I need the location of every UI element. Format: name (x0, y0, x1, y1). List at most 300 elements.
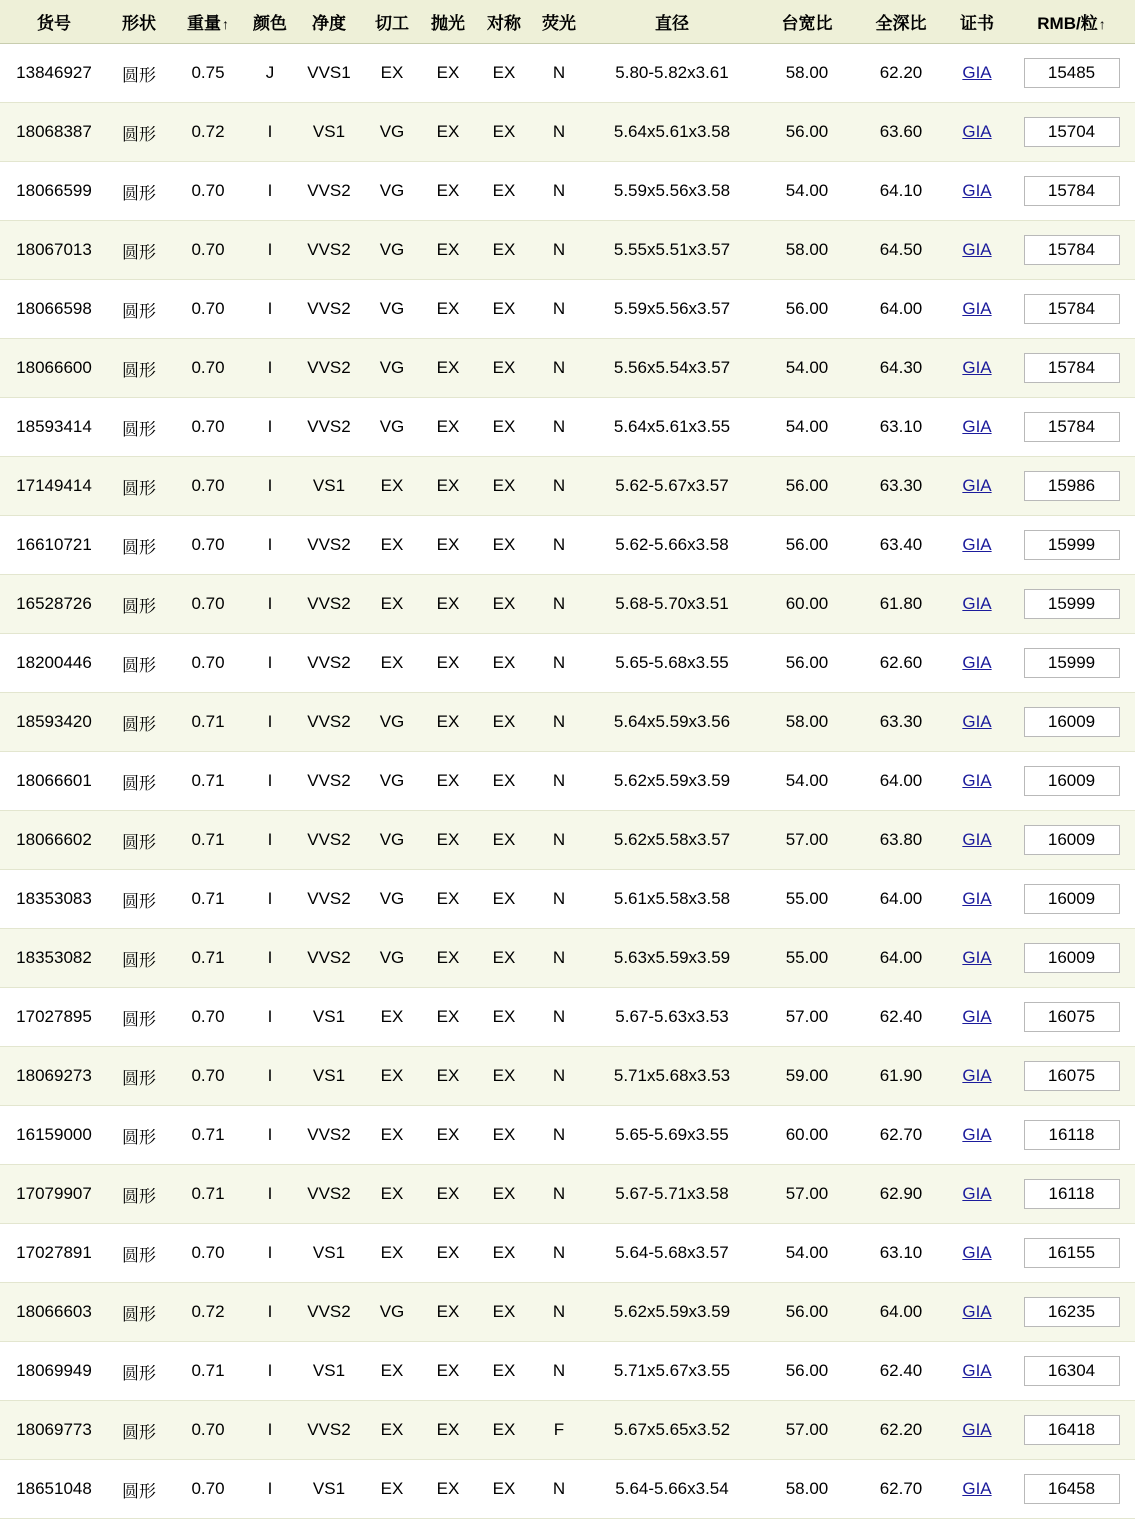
cell-color: I (246, 516, 294, 575)
price-value-box[interactable]: 16458 (1024, 1474, 1120, 1504)
cell-symmetry: EX (476, 1224, 532, 1283)
cell-dimensions: 5.71x5.68x3.53 (586, 1047, 758, 1106)
cell-clarity: VS1 (294, 988, 364, 1047)
cell-depth_pct: 61.80 (856, 575, 946, 634)
price-value-box[interactable]: 15999 (1024, 530, 1120, 560)
cell-cert (946, 280, 1008, 339)
price-value-box[interactable]: 16009 (1024, 766, 1120, 796)
cell-sku: 18068387 (0, 103, 108, 162)
cell-table_pct: 54.00 (758, 1224, 856, 1283)
cell-sku: 17027891 (0, 1224, 108, 1283)
cell-cert (946, 1460, 1008, 1519)
cell-dimensions: 5.71x5.67x3.55 (586, 1342, 758, 1401)
table-row[interactable] (0, 280, 1135, 339)
certificate-link[interactable]: GIA (962, 1184, 992, 1203)
cell-dimensions: 5.62-5.67x3.57 (586, 457, 758, 516)
cell-clarity: VVS2 (294, 870, 364, 929)
cell-sku: 18069949 (0, 1342, 108, 1401)
column-header-weight[interactable] (170, 0, 246, 44)
cell-sku: 18200446 (0, 634, 108, 693)
cell-color: I (246, 280, 294, 339)
certificate-link[interactable]: GIA (962, 122, 992, 141)
table-row[interactable] (0, 398, 1135, 457)
cell-cut: EX (364, 516, 420, 575)
cell-shape: 圆形 (108, 1460, 170, 1519)
cell-symmetry: EX (476, 398, 532, 457)
table-row[interactable] (0, 1165, 1135, 1224)
price-value-box[interactable]: 15784 (1024, 412, 1120, 442)
cell-clarity: VVS2 (294, 811, 364, 870)
cell-color: I (246, 1401, 294, 1460)
cell-symmetry: EX (476, 988, 532, 1047)
cell-cert (946, 162, 1008, 221)
cell-cut: VG (364, 693, 420, 752)
cell-cut: VG (364, 103, 420, 162)
column-header-sku[interactable] (0, 0, 108, 44)
cell-sku: 18069273 (0, 1047, 108, 1106)
certificate-link[interactable]: GIA (962, 358, 992, 377)
cell-cert (946, 221, 1008, 280)
cell-shape: 圆形 (108, 575, 170, 634)
table-row[interactable] (0, 988, 1135, 1047)
cell-table_pct: 58.00 (758, 693, 856, 752)
price-value-box[interactable]: 16118 (1024, 1120, 1120, 1150)
certificate-link[interactable]: GIA (962, 240, 992, 259)
cell-color: I (246, 1106, 294, 1165)
cell-weight: 0.70 (170, 1401, 246, 1460)
price-value-box[interactable]: 16418 (1024, 1415, 1120, 1445)
cell-cut: EX (364, 457, 420, 516)
column-header-label-polish: 抛光 (431, 14, 465, 33)
column-header-label-dimensions: 直径 (655, 14, 689, 33)
cell-cut: VG (364, 221, 420, 280)
table-row[interactable] (0, 575, 1135, 634)
price-value-box[interactable]: 15999 (1024, 589, 1120, 619)
cell-weight: 0.71 (170, 1342, 246, 1401)
cell-sku: 18066601 (0, 752, 108, 811)
price-value-box[interactable]: 15784 (1024, 176, 1120, 206)
cell-cert (946, 516, 1008, 575)
cell-dimensions: 5.62x5.58x3.57 (586, 811, 758, 870)
cell-cut: VG (364, 929, 420, 988)
cell-depth_pct: 63.40 (856, 516, 946, 575)
cell-color: I (246, 752, 294, 811)
cell-symmetry: EX (476, 516, 532, 575)
certificate-link[interactable]: GIA (962, 712, 992, 731)
certificate-link[interactable]: GIA (962, 63, 992, 82)
cell-shape: 圆形 (108, 162, 170, 221)
certificate-link[interactable]: GIA (962, 1007, 992, 1026)
certificate-link[interactable]: GIA (962, 830, 992, 849)
certificate-link[interactable]: GIA (962, 1361, 992, 1380)
cell-depth_pct: 63.10 (856, 398, 946, 457)
cell-color: I (246, 1283, 294, 1342)
price-value-box[interactable]: 16075 (1024, 1061, 1120, 1091)
column-header-label-cut: 切工 (375, 14, 409, 33)
cell-sku: 16528726 (0, 575, 108, 634)
cell-sku: 18593414 (0, 398, 108, 457)
cell-depth_pct: 62.60 (856, 634, 946, 693)
price-value-box[interactable]: 15999 (1024, 648, 1120, 678)
cell-shape: 圆形 (108, 1224, 170, 1283)
cell-price (1008, 162, 1135, 221)
cell-weight: 0.71 (170, 929, 246, 988)
table-row[interactable] (0, 457, 1135, 516)
certificate-link[interactable]: GIA (962, 1243, 992, 1262)
cell-polish: EX (420, 280, 476, 339)
cell-shape: 圆形 (108, 870, 170, 929)
column-header-cert[interactable] (946, 0, 1008, 44)
price-value-box[interactable]: 16009 (1024, 943, 1120, 973)
table-row[interactable] (0, 1047, 1135, 1106)
cell-depth_pct: 62.20 (856, 44, 946, 103)
cell-depth_pct: 64.30 (856, 339, 946, 398)
cell-dimensions: 5.56x5.54x3.57 (586, 339, 758, 398)
cell-cert (946, 1342, 1008, 1401)
cell-shape: 圆形 (108, 1283, 170, 1342)
table-row[interactable] (0, 811, 1135, 870)
price-value-box[interactable]: 15784 (1024, 353, 1120, 383)
column-header-clarity[interactable] (294, 0, 364, 44)
price-value-box[interactable]: 15784 (1024, 235, 1120, 265)
cell-depth_pct: 63.10 (856, 1224, 946, 1283)
cell-fluorescence: N (532, 516, 586, 575)
cell-color: I (246, 1224, 294, 1283)
table-header (0, 0, 1135, 44)
price-value-box[interactable]: 16155 (1024, 1238, 1120, 1268)
cell-weight: 0.70 (170, 988, 246, 1047)
price-value-box[interactable]: 16304 (1024, 1356, 1120, 1386)
certificate-link[interactable]: GIA (962, 771, 992, 790)
cell-weight: 0.72 (170, 103, 246, 162)
column-header-polish[interactable] (420, 0, 476, 44)
column-header-dimensions[interactable] (586, 0, 758, 44)
table-row[interactable] (0, 1460, 1135, 1519)
column-header-label-table_pct: 台宽比 (781, 14, 833, 33)
cell-weight: 0.70 (170, 398, 246, 457)
certificate-link[interactable]: GIA (962, 1302, 992, 1321)
cell-color: I (246, 1342, 294, 1401)
column-header-label-weight: 重量 (187, 14, 221, 33)
cell-color: I (246, 1047, 294, 1106)
cell-cert (946, 44, 1008, 103)
cell-table_pct: 56.00 (758, 280, 856, 339)
cell-sku: 18066602 (0, 811, 108, 870)
certificate-link[interactable]: GIA (962, 1479, 992, 1498)
column-header-depth_pct[interactable] (856, 0, 946, 44)
cell-fluorescence: N (532, 693, 586, 752)
cell-fluorescence: N (532, 339, 586, 398)
cell-sku: 18353083 (0, 870, 108, 929)
cell-symmetry: EX (476, 1283, 532, 1342)
cell-price (1008, 634, 1135, 693)
cell-polish: EX (420, 1283, 476, 1342)
cell-shape: 圆形 (108, 1165, 170, 1224)
cell-depth_pct: 64.00 (856, 1283, 946, 1342)
cell-symmetry: EX (476, 339, 532, 398)
certificate-link[interactable]: GIA (962, 181, 992, 200)
cell-table_pct: 56.00 (758, 1342, 856, 1401)
cell-weight: 0.70 (170, 339, 246, 398)
certificate-link[interactable]: GIA (962, 299, 992, 318)
certificate-link[interactable]: GIA (962, 948, 992, 967)
cell-price (1008, 44, 1135, 103)
cell-shape: 圆形 (108, 221, 170, 280)
cell-symmetry: EX (476, 221, 532, 280)
cell-shape: 圆形 (108, 1342, 170, 1401)
cell-table_pct: 54.00 (758, 162, 856, 221)
table-row[interactable] (0, 1401, 1135, 1460)
table-row[interactable] (0, 634, 1135, 693)
column-header-color[interactable] (246, 0, 294, 44)
cell-table_pct: 54.00 (758, 398, 856, 457)
price-value-box[interactable]: 16009 (1024, 825, 1120, 855)
cell-price (1008, 752, 1135, 811)
cell-price (1008, 1047, 1135, 1106)
cell-weight: 0.70 (170, 457, 246, 516)
column-header-table_pct[interactable] (758, 0, 856, 44)
cell-weight: 0.71 (170, 693, 246, 752)
cell-polish: EX (420, 1401, 476, 1460)
cell-price (1008, 280, 1135, 339)
column-header-price[interactable] (1008, 0, 1135, 44)
cell-sku: 18353082 (0, 929, 108, 988)
cell-sku: 18651048 (0, 1460, 108, 1519)
cell-fluorescence: N (532, 634, 586, 693)
cell-weight: 0.70 (170, 1224, 246, 1283)
cell-weight: 0.70 (170, 221, 246, 280)
table-row[interactable] (0, 752, 1135, 811)
table-row[interactable] (0, 1283, 1135, 1342)
cell-color: I (246, 811, 294, 870)
cell-sku: 18066600 (0, 339, 108, 398)
cell-dimensions: 5.67x5.65x3.52 (586, 1401, 758, 1460)
cell-price (1008, 1401, 1135, 1460)
cell-dimensions: 5.64x5.59x3.56 (586, 693, 758, 752)
certificate-link[interactable]: GIA (962, 594, 992, 613)
cell-polish: EX (420, 162, 476, 221)
cell-cut: VG (364, 162, 420, 221)
price-value-box[interactable]: 16118 (1024, 1179, 1120, 1209)
cell-shape: 圆形 (108, 1401, 170, 1460)
table-row[interactable] (0, 221, 1135, 280)
cell-clarity: VS1 (294, 103, 364, 162)
cell-dimensions: 5.63x5.59x3.59 (586, 929, 758, 988)
cell-cut: VG (364, 1283, 420, 1342)
cell-color: I (246, 870, 294, 929)
cell-symmetry: EX (476, 1106, 532, 1165)
cell-table_pct: 58.00 (758, 1460, 856, 1519)
cell-fluorescence: F (532, 1401, 586, 1460)
cell-fluorescence: N (532, 1283, 586, 1342)
cell-cert (946, 398, 1008, 457)
cell-cut: EX (364, 575, 420, 634)
price-value-box[interactable]: 16235 (1024, 1297, 1120, 1327)
table-row[interactable] (0, 162, 1135, 221)
cell-color: I (246, 634, 294, 693)
cell-symmetry: EX (476, 693, 532, 752)
cell-table_pct: 57.00 (758, 988, 856, 1047)
cell-clarity: VVS2 (294, 1401, 364, 1460)
cell-symmetry: EX (476, 44, 532, 103)
column-header-shape[interactable] (108, 0, 170, 44)
price-value-box[interactable]: 15485 (1024, 58, 1120, 88)
cell-table_pct: 55.00 (758, 929, 856, 988)
cell-table_pct: 56.00 (758, 457, 856, 516)
cell-depth_pct: 62.90 (856, 1165, 946, 1224)
cell-table_pct: 54.00 (758, 752, 856, 811)
cell-shape: 圆形 (108, 752, 170, 811)
cell-cut: VG (364, 811, 420, 870)
cell-sku: 18066603 (0, 1283, 108, 1342)
table-row[interactable] (0, 516, 1135, 575)
cell-polish: EX (420, 221, 476, 280)
cell-cut: EX (364, 988, 420, 1047)
cell-dimensions: 5.59x5.56x3.58 (586, 162, 758, 221)
cell-polish: EX (420, 1224, 476, 1283)
certificate-link[interactable]: GIA (962, 1420, 992, 1439)
cell-dimensions: 5.68-5.70x3.51 (586, 575, 758, 634)
cell-weight: 0.71 (170, 1165, 246, 1224)
cell-price (1008, 1224, 1135, 1283)
cell-symmetry: EX (476, 870, 532, 929)
cell-fluorescence: N (532, 988, 586, 1047)
price-value-box[interactable]: 15784 (1024, 294, 1120, 324)
cell-clarity: VS1 (294, 1460, 364, 1519)
cell-fluorescence: N (532, 103, 586, 162)
cell-clarity: VVS1 (294, 44, 364, 103)
cell-table_pct: 56.00 (758, 1283, 856, 1342)
table-row[interactable] (0, 1106, 1135, 1165)
column-header-label-color: 颜色 (253, 14, 287, 33)
cell-clarity: VS1 (294, 1047, 364, 1106)
cell-clarity: VVS2 (294, 516, 364, 575)
price-value-box[interactable]: 16009 (1024, 884, 1120, 914)
table-row[interactable] (0, 929, 1135, 988)
cell-symmetry: EX (476, 1047, 532, 1106)
cell-price (1008, 811, 1135, 870)
cell-color: I (246, 103, 294, 162)
cell-symmetry: EX (476, 1165, 532, 1224)
price-value-box[interactable]: 16075 (1024, 1002, 1120, 1032)
cell-clarity: VVS2 (294, 929, 364, 988)
cell-color: I (246, 1165, 294, 1224)
cell-sku: 18069773 (0, 1401, 108, 1460)
cell-shape: 圆形 (108, 1047, 170, 1106)
column-header-label-fluorescence: 荧光 (542, 14, 576, 33)
column-header-symmetry[interactable] (476, 0, 532, 44)
cell-fluorescence: N (532, 1224, 586, 1283)
cell-cut: VG (364, 339, 420, 398)
certificate-link[interactable]: GIA (962, 1125, 992, 1144)
cell-clarity: VVS2 (294, 398, 364, 457)
cell-polish: EX (420, 634, 476, 693)
cell-cert (946, 811, 1008, 870)
column-header-label-sku: 货号 (37, 14, 71, 33)
cell-shape: 圆形 (108, 516, 170, 575)
cell-polish: EX (420, 693, 476, 752)
cell-fluorescence: N (532, 1165, 586, 1224)
cell-dimensions: 5.59x5.56x3.57 (586, 280, 758, 339)
cell-cert (946, 1283, 1008, 1342)
cell-color: I (246, 575, 294, 634)
certificate-link[interactable]: GIA (962, 889, 992, 908)
price-value-box[interactable]: 15986 (1024, 471, 1120, 501)
cell-color: I (246, 162, 294, 221)
cell-cut: VG (364, 752, 420, 811)
cell-sku: 17079907 (0, 1165, 108, 1224)
cell-dimensions: 5.64-5.66x3.54 (586, 1460, 758, 1519)
sort-ascending-icon[interactable]: ↑ (222, 16, 229, 32)
price-value-box[interactable]: 15704 (1024, 117, 1120, 147)
cell-dimensions: 5.80-5.82x3.61 (586, 44, 758, 103)
cell-weight: 0.71 (170, 1106, 246, 1165)
cell-shape: 圆形 (108, 988, 170, 1047)
cell-polish: EX (420, 870, 476, 929)
cell-shape: 圆形 (108, 634, 170, 693)
table-row[interactable] (0, 44, 1135, 103)
column-header-fluorescence[interactable] (532, 0, 586, 44)
cell-weight: 0.70 (170, 1047, 246, 1106)
certificate-link[interactable]: GIA (962, 535, 992, 554)
cell-dimensions: 5.65-5.69x3.55 (586, 1106, 758, 1165)
cell-depth_pct: 64.00 (856, 929, 946, 988)
cell-price (1008, 103, 1135, 162)
certificate-link[interactable]: GIA (962, 417, 992, 436)
table-row[interactable] (0, 870, 1135, 929)
cell-fluorescence: N (532, 1460, 586, 1519)
table-row[interactable] (0, 103, 1135, 162)
cell-fluorescence: N (532, 221, 586, 280)
cell-table_pct: 58.00 (758, 44, 856, 103)
certificate-link[interactable]: GIA (962, 476, 992, 495)
cell-cut: VG (364, 870, 420, 929)
cell-cut: EX (364, 1401, 420, 1460)
cell-table_pct: 57.00 (758, 811, 856, 870)
cell-depth_pct: 63.30 (856, 457, 946, 516)
cell-cert (946, 339, 1008, 398)
certificate-link[interactable]: GIA (962, 653, 992, 672)
table-row[interactable] (0, 1342, 1135, 1401)
sort-ascending-icon[interactable]: ↑ (1098, 16, 1106, 32)
price-value-box[interactable]: 16009 (1024, 707, 1120, 737)
table-row[interactable] (0, 339, 1135, 398)
cell-color: J (246, 44, 294, 103)
cell-shape: 圆形 (108, 1106, 170, 1165)
table-row[interactable] (0, 1224, 1135, 1283)
cell-symmetry: EX (476, 575, 532, 634)
cell-cert (946, 693, 1008, 752)
table-row[interactable] (0, 693, 1135, 752)
cell-polish: EX (420, 929, 476, 988)
column-header-cut[interactable] (364, 0, 420, 44)
cell-weight: 0.75 (170, 44, 246, 103)
cell-cert (946, 988, 1008, 1047)
cell-fluorescence: N (532, 44, 586, 103)
cell-weight: 0.70 (170, 162, 246, 221)
cell-clarity: VVS2 (294, 339, 364, 398)
cell-cut: VG (364, 280, 420, 339)
cell-price (1008, 516, 1135, 575)
cell-dimensions: 5.62x5.59x3.59 (586, 1283, 758, 1342)
certificate-link[interactable]: GIA (962, 1066, 992, 1085)
cell-fluorescence: N (532, 162, 586, 221)
cell-clarity: VVS2 (294, 1106, 364, 1165)
cell-cert (946, 752, 1008, 811)
cell-depth_pct: 62.40 (856, 988, 946, 1047)
cell-clarity: VVS2 (294, 1165, 364, 1224)
column-header-label-clarity: 净度 (312, 14, 346, 33)
